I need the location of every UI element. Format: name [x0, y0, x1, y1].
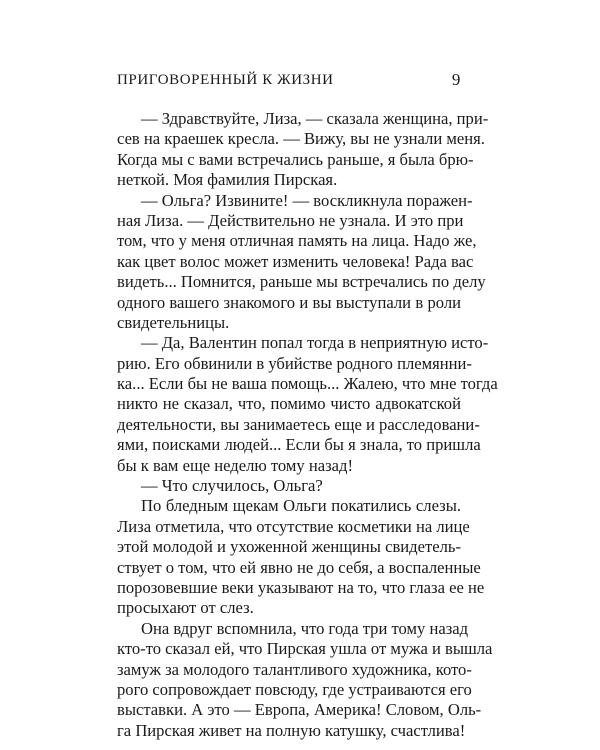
text-line: Когда мы с вами встречались раньше, я была брю-	[117, 149, 474, 169]
text-line: — Ольга? Извините! — воскликнула поражен-	[141, 190, 473, 210]
body-text	[117, 109, 498, 741]
text-line: этой молодой и ухоженной женщины свидетель-	[117, 537, 461, 557]
text-line: просыхают от слез.	[117, 598, 254, 618]
text-line: ями, поисками людей... Если бы я знала, то пришла	[117, 435, 481, 455]
text-line: одного вашего знакомого и вы выступали в роли	[117, 292, 461, 312]
text-line: никто не сказал, что, помимо чисто адвокатской	[117, 394, 461, 414]
page-number: 9	[451, 70, 461, 89]
text-line: видеть... Помнится, раньше мы встречались по делу	[117, 272, 486, 292]
text-line: выставки. А это — Европа, Америка! Словом, Оль-	[117, 700, 482, 720]
text-line: том, что у меня отличная память на лица. Надо же,	[117, 231, 477, 251]
text-line: ствует о том, что ей явно не до себя, а воспаленные	[117, 557, 481, 577]
text-line: — Что случилось, Ольга?	[141, 476, 323, 496]
text-line: неткой. Моя фамилия Пирская.	[117, 170, 338, 190]
running-header	[117, 70, 461, 90]
running-title: ПРИГОВОРЕННЫЙ К ЖИЗНИ	[117, 72, 334, 88]
text-line: как цвет волос может изменить человека! Рада вас	[117, 251, 474, 271]
text-line: га Пирская живет на полную катушку, счастлива!	[117, 720, 466, 740]
text-line: бы к вам еще неделю тому назад!	[117, 455, 353, 475]
text-line: деятельности, вы занимаетесь еще и расследовани-	[117, 414, 480, 434]
text-line: ка... Если бы не ваша помощь... Жалею, что мне тогда	[117, 374, 498, 394]
text-line: — Здравствуйте, Лиза, — сказала женщина, при-	[141, 109, 489, 128]
text-line: порозовевшие веки указывают на то, что глаза ее не	[117, 577, 485, 597]
text-line: По бледным щекам Ольги покатились слезы.	[141, 496, 461, 516]
text-line: Она вдруг вспомнила, что года три тому назад	[141, 618, 469, 638]
text-line: рого сопровождает повсюду, где устраиваются его	[117, 679, 472, 699]
text-line: свидетельницы.	[117, 312, 230, 332]
text-line: замуж за молодого талантливого художника, кото-	[117, 659, 472, 679]
text-line: кто-то сказал ей, что Пирская ушла от мужа и вышла	[117, 639, 493, 659]
text-line: Лиза отметила, что отсутствие косметики на лице	[117, 516, 470, 536]
text-line: сев на краешек кресла. — Вижу, вы не узнали меня.	[117, 129, 485, 149]
text-line: ная Лиза. — Действительно не узнала. И это при	[117, 210, 464, 230]
text-line: — Да, Валентин попал тогда в неприятную исто-	[141, 333, 489, 353]
text-line: рию. Его обвинили в убийстве родного племянни-	[117, 353, 472, 373]
